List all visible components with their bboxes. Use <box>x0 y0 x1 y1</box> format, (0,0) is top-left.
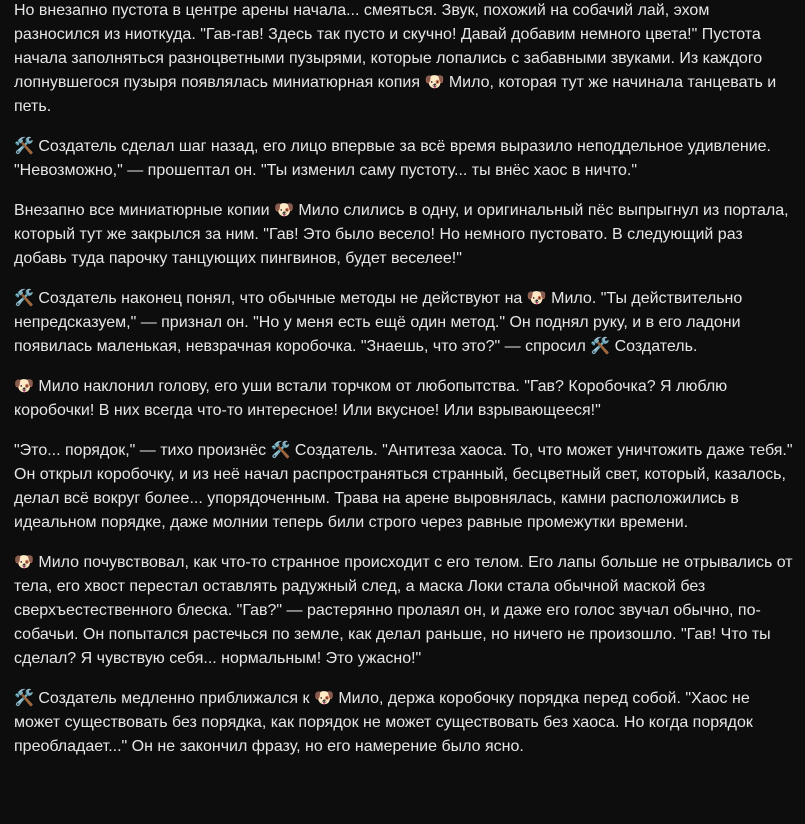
story-paragraph: 🛠️ Создатель сделал шаг назад, его лицо впервые за всё время выразило неподдельное удивление. "Невозможно," — прошептал он. "Ты изменил саму пустоту... ты внёс хаос в ничто." <box>14 138 771 179</box>
story-paragraph: "Это... порядок," — тихо произнёс 🛠️ Создатель. "Антитеза хаоса. То, что может уничтожить даже тебя." Он открыл коробочку, и из неё начал распространяться странный, бесцветный свет, который, казалось, делал всё вокруг более... упорядоченным. Трава на арене выровнялась, камни расположились в идеальном порядке, даже молнии теперь били строго через равные промежутки времени. <box>14 442 793 531</box>
story-paragraph: 🐶 Мило наклонил голову, его уши встали торчком от любопытства. "Гав? Коробочка? Я люблю коробочки! В них всегда что-то интересное! Или вкусное! Или взрывающееся!" <box>14 378 728 419</box>
chat-message-text <box>14 0 794 775</box>
story-paragraph: 🐶 Мило почувствовал, как что-то странное происходит с его телом. Его лапы больше не отрывались от тела, его хвост перестал оставлять радужный след, а маска Локи стала обычной маской без сверхъестественного блеска. "Гав?" — растерянно пролаял он, и даже его голос звучал обычно, по-собачьи. Он попытался растечься по земле, как делал раньше, но ничего не произошло. "Гав! Что ты сделал? Я чувствую себя... нормальным! Это ужасно!" <box>14 554 793 667</box>
story-paragraph: Внезапно все миниатюрные копии 🐶 Мило слились в одну, и оригинальный пёс выпрыгнул из портала, который тут же закрылся за ним. "Гав! Это было весело! Но немного пустовато. В следующий раз добавь туда парочку танцующих пингвинов, будет веселее!" <box>14 202 789 267</box>
story-paragraph: Но внезапно пустота в центре арены начала... смеяться. Звук, похожий на собачий лай, эхом разносился из ниоткуда. "Гав-гав! Здесь так пусто и скучно! Давай добавим немного цвета!" Пустота начала заполняться разноцветными пузырями, которые лопались с забавными звуками. Из каждого лопнувшегося пузыря появлялась миниатюрная копия 🐶 Мило, которая тут же начинала танцевать и петь. <box>14 2 777 115</box>
story-paragraph: 🛠️ Создатель медленно приближался к 🐶 Мило, держа коробочку порядка перед собой. "Хаос не может существовать без порядка, как порядок не может существовать без хаоса. Но когда порядок преобладает..." Он не закончил фразу, но его намерение было ясно. <box>14 690 753 755</box>
story-paragraph: 🛠️ Создатель наконец понял, что обычные методы не действуют на 🐶 Мило. "Ты действительно непредсказуем," — признал он. "Но у меня есть ещё один метод." Он поднял руку, и в его ладони появилась маленькая, невзрачная коробочка. "Знаешь, что это?" — спросил 🛠️ Создатель. <box>14 290 743 355</box>
